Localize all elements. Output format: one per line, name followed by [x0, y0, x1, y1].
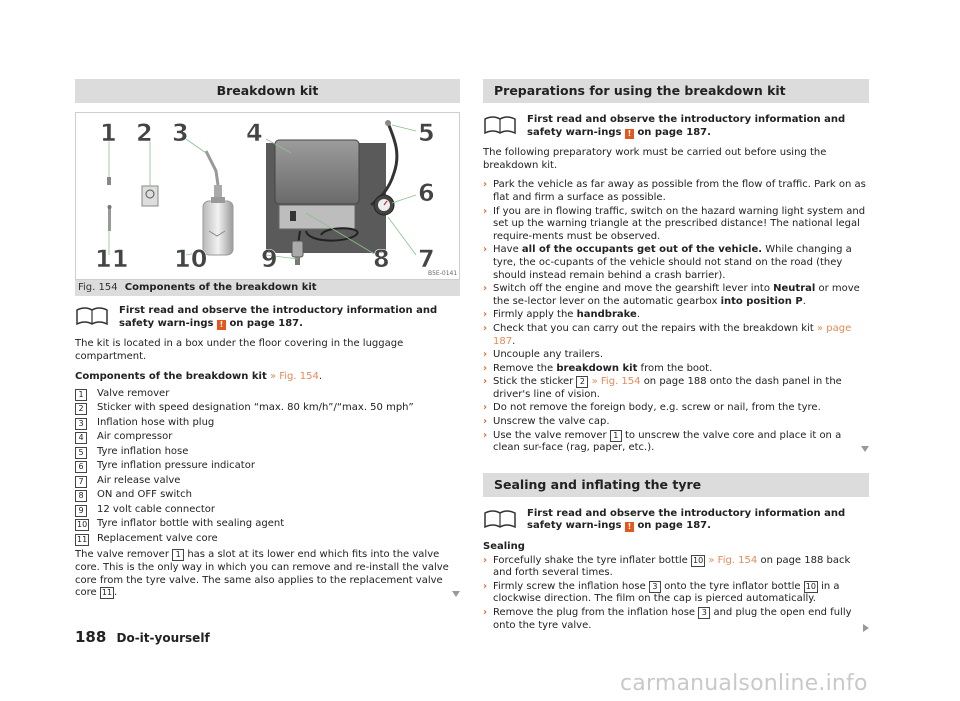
- item-text: .: [636, 309, 640, 321]
- watermark: carmanualsonline.info: [620, 671, 868, 696]
- components-list: [75, 387, 460, 547]
- item-number: 10: [77, 520, 88, 530]
- list-item: [483, 309, 869, 322]
- list-item: [483, 555, 869, 580]
- item-text: Switch off the engine and move the gearshift lever into: [493, 283, 770, 295]
- safety-note: [75, 305, 460, 330]
- section-heading-sealing: Sealing and inflating the tyre: [483, 473, 869, 497]
- page-footer: [75, 628, 210, 646]
- figure-label-6: 6: [418, 179, 435, 207]
- item-emphasis: breakdown kit: [556, 362, 638, 374]
- item-number: 5: [75, 447, 87, 459]
- item-number: 1: [610, 430, 622, 442]
- caption-title: Components of the breakdown kit: [124, 282, 317, 293]
- arrow-icon: ›: [483, 322, 488, 334]
- item-number: 4: [75, 432, 87, 444]
- right-column: [483, 79, 869, 632]
- section-heading-preparations: Preparations for using the breakdown kit: [483, 79, 869, 103]
- item-text: While changing a tyre, the oc-cupants of the vehicle should not stand on the road (they should instead remain behind a crash barrier).: [493, 244, 852, 281]
- item-text: Remove the: [493, 362, 554, 374]
- figure-label-11: 11: [95, 245, 129, 273]
- figure-label-5: 5: [418, 119, 435, 147]
- list-item: [75, 401, 460, 416]
- safety-note: [483, 114, 869, 139]
- safety-note-text: First read and observe the introductory information and safety warn-ings: [119, 305, 438, 329]
- kit-location-text: The kit is located in a box under the floor covering in the luggage compartment.: [75, 338, 404, 362]
- list-item: [483, 283, 869, 308]
- page-link[interactable]: » page 187: [493, 322, 852, 347]
- arrow-icon: ›: [483, 349, 488, 361]
- continue-arrow-icon: [863, 624, 869, 632]
- item-text: from the boot.: [640, 362, 713, 374]
- breakdown-kit-illustration: [76, 113, 459, 279]
- list-item: [75, 387, 460, 402]
- arrow-icon: ›: [483, 244, 488, 256]
- item-number: 11: [101, 588, 113, 598]
- item-number: 6: [75, 461, 87, 473]
- item-text: Sticker with speed designation “max. 80 km/h”/“max. 50 mph”: [97, 402, 414, 414]
- figure-label-2: 2: [136, 119, 153, 147]
- item-number: 11: [77, 534, 88, 544]
- left-column: [75, 79, 460, 600]
- sealing-list: [483, 555, 869, 633]
- item-number: 3: [75, 418, 87, 430]
- figure-label-7: 7: [418, 245, 435, 273]
- item-emphasis: handbrake: [576, 309, 637, 321]
- safety-note-text: First read and observe the introductory information and safety warn-ings: [527, 114, 846, 138]
- list-item: [483, 376, 869, 401]
- item-text: onto the tyre inflator bottle: [664, 580, 801, 592]
- item-number: 7: [75, 476, 87, 488]
- list-item: [75, 488, 460, 503]
- item-text: Tyre inflation hose: [97, 445, 189, 457]
- item-emphasis: into position P: [720, 295, 803, 307]
- safety-note-page: on page 187.: [229, 317, 303, 329]
- list-item: [75, 416, 460, 431]
- list-item: [75, 474, 460, 489]
- figure-label-10: 10: [174, 245, 208, 273]
- item-number: 10: [805, 581, 816, 591]
- item-text: If you are in flowing traffic, switch on the hazard warning light system and set up the warning triangle at the prescribed distance! The national legal require-ments must be observed.: [493, 205, 866, 242]
- figure-label-1: 1: [100, 119, 117, 147]
- list-item: [483, 244, 869, 282]
- list-item: [483, 179, 869, 204]
- list-item: [483, 607, 869, 632]
- outro-start: The valve remover: [75, 549, 169, 561]
- item-number: 1: [172, 549, 184, 561]
- list-item: [75, 445, 460, 460]
- warning-exclamation-icon: !: [625, 522, 634, 532]
- arrow-icon: ›: [483, 283, 488, 295]
- item-number: 2: [75, 403, 87, 415]
- figure-label-4: 4: [246, 119, 263, 147]
- figure-code: B5E-0141: [428, 270, 458, 277]
- item-number: 8: [75, 490, 87, 502]
- open-book-icon: [483, 115, 517, 135]
- list-item: [483, 349, 869, 362]
- safety-note-page: on page 187.: [637, 520, 711, 532]
- item-text: and plug the open end fully onto the tyre valve.: [493, 607, 852, 631]
- item-text: Remove the plug from the inflation hose: [493, 607, 696, 618]
- arrow-icon: ›: [483, 179, 488, 191]
- components-figure-link[interactable]: » Fig. 154: [269, 371, 319, 383]
- safety-note-page: on page 187.: [637, 126, 711, 138]
- item-text: Firmly apply the: [493, 309, 574, 321]
- item-text: Check that you can carry out the repairs with the breakdown kit: [493, 322, 814, 334]
- item-number: 10: [693, 555, 704, 565]
- item-text: Firmly screw the inflation hose: [493, 580, 646, 592]
- item-text: Tyre inflation pressure indicator: [97, 460, 255, 472]
- item-emphasis: all of the occupants get out of the vehicle.: [521, 244, 763, 256]
- item-text: Park the vehicle as far away as possible from the flow of traffic. Park on as flat and firm a surface as possible.: [493, 179, 866, 203]
- item-text: Air compressor: [97, 431, 173, 443]
- item-text: on page 188 onto the dash panel in the driver's line of vision.: [493, 376, 842, 400]
- page-number: 188: [75, 628, 107, 646]
- item-number: 3: [649, 581, 661, 593]
- figure-breakdown-kit: [75, 112, 460, 280]
- outro-body: has a slot at its lower end which fits into the valve core. This is the only way in which you can remove and re-install the valve core from the tyre valve. The same also applies to the replacement valve core: [75, 549, 449, 599]
- list-item: [75, 532, 460, 547]
- item-text: Inflation hose with plug: [97, 416, 215, 428]
- arrow-icon: ›: [483, 205, 488, 217]
- item-text: Have: [493, 244, 519, 256]
- item-text: Tyre inflator bottle with sealing agent: [97, 518, 285, 530]
- arrow-icon: ›: [483, 554, 488, 566]
- list-item: [483, 206, 869, 244]
- list-item: [483, 581, 869, 606]
- item-text: on page 188 back and forth several times.: [493, 554, 851, 579]
- item-text: .: [512, 335, 516, 347]
- warning-exclamation-icon: !: [217, 320, 226, 330]
- item-text: .: [802, 295, 806, 307]
- arrow-icon: ›: [483, 607, 488, 618]
- section-end-icon: [861, 446, 869, 452]
- list-item: [75, 503, 460, 518]
- list-item: [75, 517, 460, 532]
- arrow-icon: ›: [483, 309, 488, 321]
- item-number: 2: [576, 376, 588, 388]
- figure-link[interactable]: » Fig. 154: [591, 376, 641, 388]
- arrow-icon: ›: [483, 429, 488, 441]
- figure-label-3: 3: [172, 119, 189, 147]
- item-number: 1: [75, 389, 87, 401]
- item-text: Replacement valve core: [97, 532, 218, 544]
- figure-label-8: 8: [373, 245, 390, 273]
- item-text: Stick the sticker: [493, 376, 574, 388]
- item-text: Uncouple any trailers.: [493, 349, 603, 361]
- list-item: [483, 430, 869, 455]
- components-heading: Components of the breakdown kit » Fig. 154.: [75, 371, 323, 383]
- caption-figure-number: Fig. 154: [78, 282, 118, 293]
- item-number: 9: [75, 505, 87, 517]
- open-book-icon: [483, 509, 517, 529]
- item-text: 12 volt cable connector: [97, 503, 215, 515]
- open-book-icon: [75, 306, 109, 326]
- list-item: [75, 459, 460, 474]
- warning-exclamation-icon: !: [625, 129, 634, 139]
- item-text: Do not remove the foreign body, e.g. screw or nail, from the tyre.: [493, 402, 821, 414]
- chapter-name: Do-it-yourself: [116, 631, 210, 645]
- item-text: ON and OFF switch: [97, 489, 192, 501]
- arrow-icon: ›: [483, 416, 488, 428]
- preparations-intro: The following preparatory work must be carried out before using the breakdown kit.: [483, 147, 827, 171]
- item-text: Valve remover: [97, 387, 170, 399]
- item-text: Use the valve remover: [493, 429, 607, 441]
- figure-caption: [75, 280, 460, 296]
- item-text: in a clockwise direction. The film on the cap is pierced automatically.: [493, 580, 840, 605]
- sealing-label: Sealing: [483, 541, 525, 553]
- valve-remover-paragraph: The valve remover 1 has a slot at its lower end which fits into the valve core. This is the only way in which you can remove and re-install the valve core from the tyre valve. The same also applies to the replacement valve core 11 .: [75, 549, 460, 599]
- arrow-icon: ›: [483, 580, 488, 592]
- arrow-icon: ›: [483, 376, 488, 388]
- arrow-icon: ›: [483, 362, 488, 374]
- list-item: [483, 416, 869, 429]
- figure-link[interactable]: » Fig. 154: [708, 554, 758, 566]
- section-heading-breakdown-kit: Breakdown kit: [75, 79, 460, 103]
- section-end-icon: [452, 591, 460, 597]
- list-item: [75, 430, 460, 445]
- list-item: [483, 402, 869, 415]
- list-item: [483, 363, 869, 376]
- safety-note: [483, 508, 869, 533]
- item-emphasis: Neutral: [773, 283, 816, 295]
- item-text: Forcefully shake the tyre inflater bottle: [493, 554, 688, 566]
- figure-label-9: 9: [261, 245, 278, 273]
- item-number: 3: [698, 607, 710, 619]
- item-text: Unscrew the valve cap.: [493, 416, 610, 428]
- preparations-list: [483, 179, 869, 454]
- list-item: [483, 323, 869, 348]
- item-text: or move the se-lector lever on the automatic gearbox: [493, 283, 860, 307]
- components-label: Components of the breakdown kit: [75, 371, 267, 383]
- arrow-icon: ›: [483, 402, 488, 414]
- item-text: to unscrew the valve core and place it on a clean sur-face (rag, paper, etc.).: [493, 429, 842, 454]
- item-text: Air release valve: [97, 474, 181, 486]
- safety-note-text: First read and observe the introductory information and safety warn-ings: [527, 507, 846, 532]
